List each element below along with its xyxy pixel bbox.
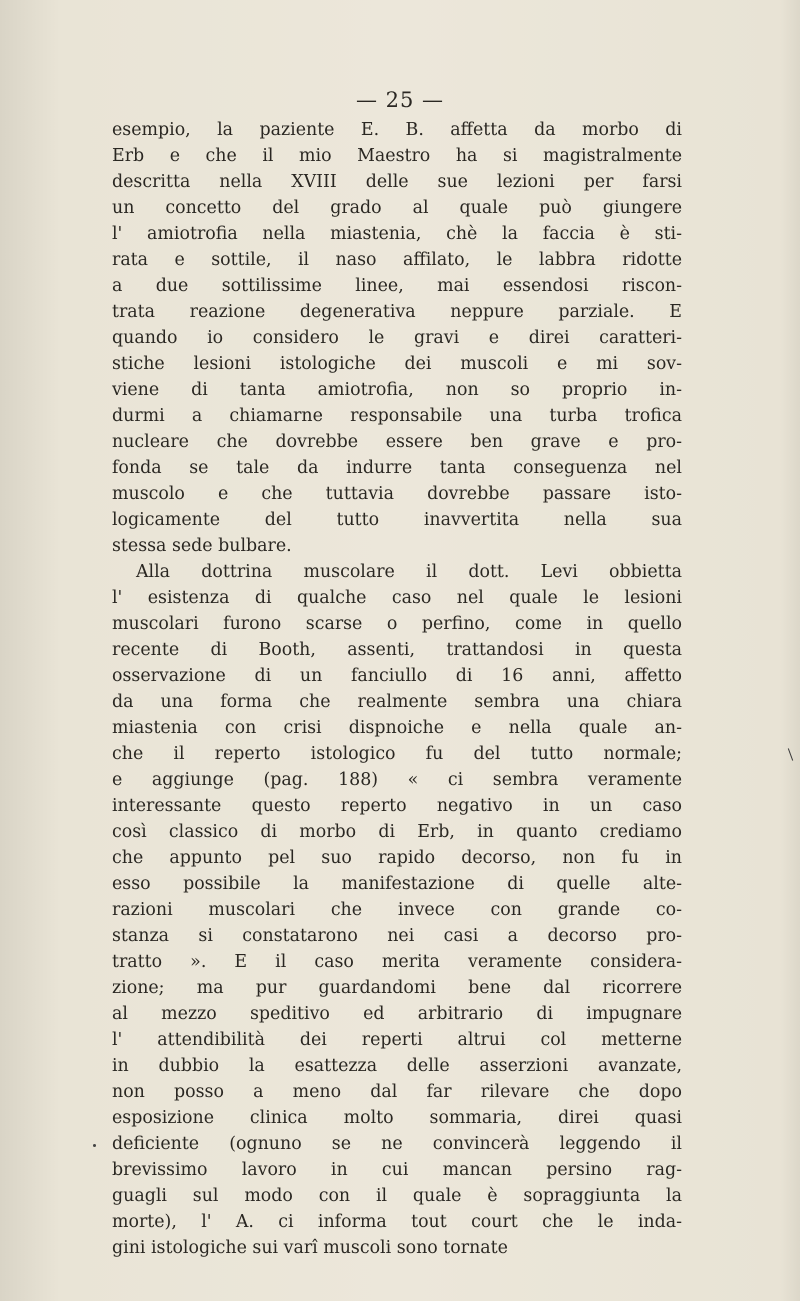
text-line: l' attendibilità dei reperti altrui col metterne bbox=[112, 1030, 682, 1050]
text-line: quando io considero le gravi e direi caratteri- bbox=[112, 328, 682, 348]
text-line: da una forma che realmente sembra una chiara bbox=[112, 692, 682, 712]
margin-mark bbox=[788, 748, 793, 761]
text-line: viene di tanta amiotrofia, non so proprio in- bbox=[112, 380, 682, 400]
text-line: logicamente del tutto inavvertita nella sua bbox=[112, 510, 682, 530]
text-line: razioni muscolari che invece con grande co- bbox=[112, 900, 682, 920]
text-line: recente di Booth, assenti, trattandosi in questa bbox=[112, 640, 682, 660]
text-line: esso possibile la manifestazione di quelle alte- bbox=[112, 874, 682, 894]
text-line: e aggiunge (pag. 188) « ci sembra veramente bbox=[112, 770, 682, 790]
text-line: Erb e che il mio Maestro ha si magistralmente bbox=[112, 146, 682, 166]
body-text bbox=[112, 117, 682, 1261]
text-line: non posso a meno dal far rilevare che dopo bbox=[112, 1082, 682, 1102]
text-line: che il reperto istologico fu del tutto normale; bbox=[112, 744, 682, 764]
text-line: l' esistenza di qualche caso nel quale le lesioni bbox=[112, 588, 682, 608]
text-line: stanza si constatarono nei casi a decorso pro- bbox=[112, 926, 682, 946]
text-line: interessante questo reperto negativo in un caso bbox=[112, 796, 682, 816]
text-line: morte), l' A. ci informa tout court che le inda- bbox=[112, 1212, 682, 1232]
text-line: così classico di morbo di Erb, in quanto crediamo bbox=[112, 822, 682, 842]
text-line: gini istologiche sui varî muscoli sono tornate bbox=[112, 1238, 508, 1258]
text-line: stiche lesioni istologiche dei muscoli e mi sov- bbox=[112, 354, 682, 374]
text-line: al mezzo speditivo ed arbitrario di impugnare bbox=[112, 1004, 682, 1024]
text-line: che appunto pel suo rapido decorso, non fu in bbox=[112, 848, 682, 868]
text-line: muscolari furono scarse o perfino, come in quello bbox=[112, 614, 682, 634]
text-line: esempio, la paziente E. B. affetta da morbo di bbox=[112, 120, 682, 140]
page-number: — 25 — bbox=[355, 88, 445, 112]
text-line: un concetto del grado al quale può giungere bbox=[112, 198, 682, 218]
text-line: deficiente (ognuno se ne convincerà leggendo il bbox=[112, 1134, 682, 1154]
text-line: in dubbio la esattezza delle asserzioni avanzate, bbox=[112, 1056, 682, 1076]
text-line: guagli sul modo con il quale è sopraggiunta la bbox=[112, 1186, 682, 1206]
text-line: tratto ». E il caso merita veramente considera- bbox=[112, 952, 682, 972]
text-line: zione; ma pur guardandomi bene dal ricorrere bbox=[112, 978, 682, 998]
text-line: descritta nella XVIII delle sue lezioni per farsi bbox=[112, 172, 682, 192]
text-line: fonda se tale da indurre tanta conseguenza nel bbox=[112, 458, 682, 478]
text-line: Alla dottrina muscolare il dott. Levi obbietta bbox=[136, 562, 682, 582]
text-line: brevissimo lavoro in cui mancan persino rag- bbox=[112, 1160, 682, 1180]
text-line: miastenia con crisi dispnoiche e nella quale an- bbox=[112, 718, 682, 738]
text-line: l' amiotrofia nella miastenia, chè la faccia è sti- bbox=[112, 224, 682, 244]
text-line: stessa sede bulbare. bbox=[112, 536, 292, 556]
text-line: nucleare che dovrebbe essere ben grave e pro- bbox=[112, 432, 682, 452]
text-line: osservazione di un fanciullo di 16 anni, affetto bbox=[112, 666, 682, 686]
text-line: durmi a chiamarne responsabile una turba trofica bbox=[112, 406, 682, 426]
text-line: a due sottilissime linee, mai essendosi riscon- bbox=[112, 276, 682, 296]
text-line: trata reazione degenerativa neppure parziale. E bbox=[112, 302, 682, 322]
text-line: rata e sottile, il naso affilato, le labbra ridotte bbox=[112, 250, 682, 270]
text-line: esposizione clinica molto sommaria, direi quasi bbox=[112, 1108, 682, 1128]
text-line: muscolo e che tuttavia dovrebbe passare isto- bbox=[112, 484, 682, 504]
margin-dot bbox=[93, 1144, 96, 1147]
